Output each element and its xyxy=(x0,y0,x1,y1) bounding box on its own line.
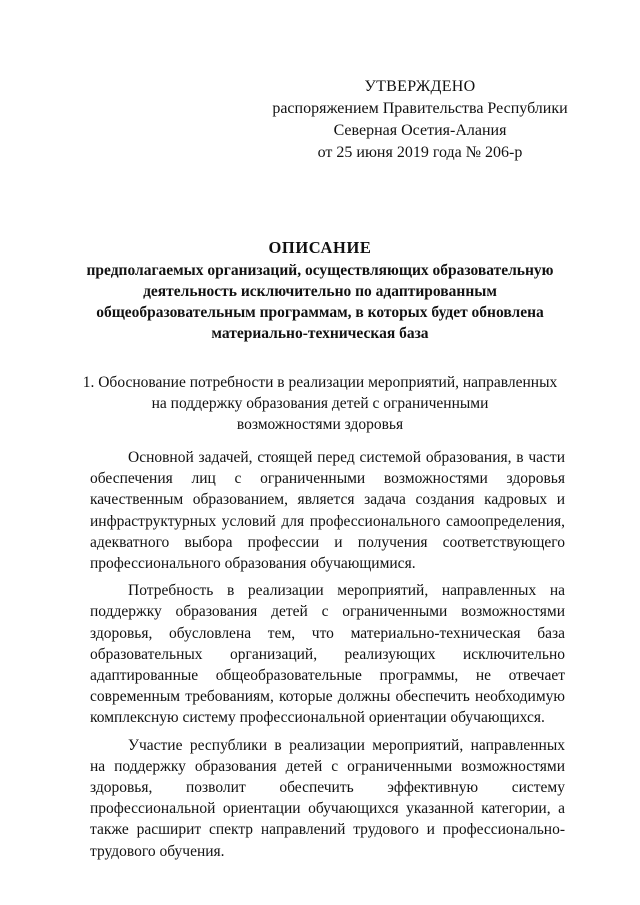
body-text xyxy=(90,447,565,868)
subtitle-line: материально-техническая база xyxy=(211,325,429,342)
approval-date: от 25 июня 2019 года № 206-р xyxy=(317,144,523,161)
section-heading-line: возможностями здоровья xyxy=(236,416,404,433)
section-heading-line: 1. Обоснование потребности в реализации мероприятий, направленных xyxy=(82,374,558,391)
approval-stamp xyxy=(270,76,570,164)
paragraph: Основной задачей, стоящей перед системой образования, в части обеспечения лиц с ограниченными возможностями здоровья качественным образованием, является задача создания кадровых и инфраструктурных условий для профессионального самоопределения, адекватного выбора профессии и получения соответствующего профессионального образования обучающимися. xyxy=(90,449,565,573)
document-title: ОПИСАНИЕ xyxy=(268,238,372,257)
paragraph: Участие республики в реализации мероприятий, направленных на поддержку образования детей с ограниченными возможностями здоровья, позволит обеспечить эффективную систему профессиональной ориентации обучающихся указанной категории, а также расширит спектр направлений трудового и профессионально-трудового обучения. xyxy=(90,736,565,860)
approval-region: Северная Осетия-Алания xyxy=(333,122,507,139)
subtitle-line: деятельность исключительно по адаптированным xyxy=(143,283,497,300)
approval-title: УТВЕРЖДЕНО xyxy=(364,78,476,95)
document-subtitle xyxy=(85,260,555,344)
paragraph: Потребность в реализации мероприятий, направленных на поддержку образования детей с ограниченными возможностями здоровья, обусловлена тем, что материально-техническая база образовательных организаций, реализующих исключительно адаптированные общеобразовательные программы, не отвечает современным требованиям, которые должны обеспечить необходимую комплексную систему профессиональной ориентации обучающихся. xyxy=(90,582,565,727)
subtitle-line: общеобразовательным программам, в которых будет обновлена xyxy=(96,304,544,321)
section-heading xyxy=(80,372,560,435)
subtitle-line: предполагаемых организаций, осуществляющих образовательную xyxy=(86,262,554,279)
approval-authority: распоряжением Правительства Республики xyxy=(272,100,568,117)
section-heading-line: на поддержку образования детей с ограниченными xyxy=(151,395,489,412)
